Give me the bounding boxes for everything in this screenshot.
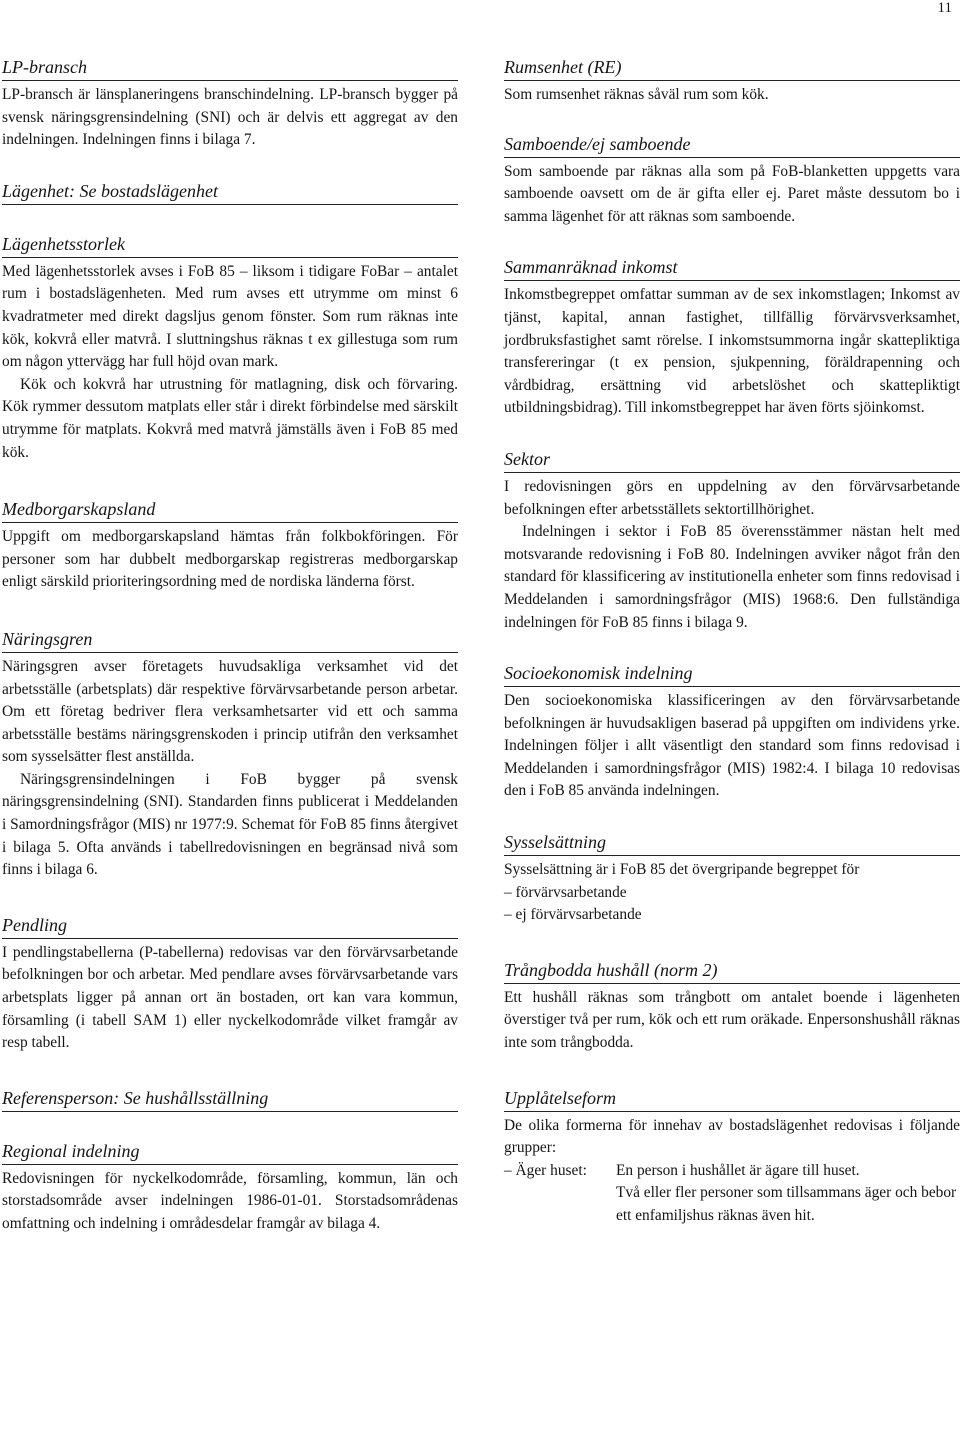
section-medborgarskapsland: [2, 498, 458, 594]
paragraph: Uppgift om medborgarskapsland hämtas från folkbokföringen. För personer som har dubbelt medborgarskap registreras medborgarskap enligt särskild prioriteringsordning med de nordiska länderna först.: [2, 528, 458, 591]
right-column: [504, 56, 960, 1228]
list-item: – ej förvärvsarbetande: [504, 906, 642, 924]
section-heading: Trångbodda hushåll (norm 2): [504, 959, 960, 984]
paragraph: I redovisningen görs en uppdelning av den förvärvsarbetande befolkningen efter arbetsställets sektortillhörighet.: [504, 477, 960, 518]
paragraph: Ett hushåll räknas som trångbott om antalet boende i lägenheten överstiger två per rum, kök och ett rum oräkade. Enpersonshushåll räknas inte som trångbodda.: [504, 988, 960, 1052]
section-upplatelseform: [504, 1087, 960, 1228]
definition-list: [504, 1160, 960, 1228]
left-column: [2, 56, 458, 1236]
definition-line: Två eller fler personer som tillsammans äger och bebor ett enfamiljshus räknas även hit.: [616, 1184, 957, 1224]
section-pendling: [2, 914, 458, 1055]
paragraph: LP-bransch är länsplaneringens branschindelning. LP-bransch bygger på svensk näringsgrensindelning (SNI) och är delvis ett aggregat av den indelningen. Indelningen finns i bilaga 7.: [2, 86, 458, 149]
definition-text: [616, 1160, 960, 1228]
section-heading: Pendling: [2, 914, 458, 939]
bullet-list: [504, 882, 960, 927]
definition-term: – Äger huset:: [504, 1161, 587, 1179]
section-sektor: [504, 448, 960, 634]
section-heading: Sektor: [504, 448, 960, 473]
page-number: 11: [937, 0, 952, 16]
paragraph: Den socioekonomiska klassificeringen av den förvärvsarbetande befolkningen är huvudsakligen baserad på uppgiften om individens yrke. Indelningen följer i allt väsentligt den standard som finns redovisad i Meddelanden i samordningsfrågor (MIS) 1982:4. I bilaga 10 redovisas den i FoB 85 använda indelningen.: [504, 692, 960, 800]
section-rumsenhet: [504, 56, 960, 107]
paragraph: Redovisningen för nyckelkodområde, församling, kommun, län och storstadsområde avser indelningen 1986-01-01. Storstadsområdenas omfattning och indelning i områdesdelar framgår av bilaga 4.: [2, 1169, 458, 1232]
section-heading: Sammanräknad inkomst: [504, 256, 960, 281]
definition-line: En person i hushållet är ägare till huset.: [616, 1161, 860, 1179]
section-socioekonomisk: [504, 662, 960, 803]
paragraph: Som samboende par räknas alla som på FoB-blanketten uppgetts vara samboende oavsett om de är gifta eller ej. Paret måste dessutom bo i samma lägenhet för att räknas som samboende.: [504, 162, 960, 225]
paragraph: Med lägenhetsstorlek avses i FoB 85 – liksom i tidigare FoBar – antalet rum i bostadslägenheten. Med rum avses ett utrymme om minst 6 kvadratmeter med direkt dagsljus genom fönster. Som rum räknas inte kök, kokvrå eller matvrå. I sluttningshus räknas t ex gillestuga som rum om någon yttervägg har full höjd ovan mark.: [2, 262, 458, 371]
section-heading: Medborgarskapsland: [2, 498, 458, 523]
section-lagenhetsstorlek: [2, 233, 458, 464]
section-heading: Samboende/ej samboende: [504, 133, 960, 158]
paragraph: Kök och kokvrå har utrustning för matlagning, disk och förvaring. Kök rymmer dessutom matplats eller står i direkt förbindelse med särskilt utrymme för matplats. Kokvrå med matvrå jämställs även i FoB 85 med kök.: [2, 375, 458, 461]
paragraph: Näringsgren avser företagets huvudsakliga verksamhet vid det arbetsställe (arbetsplats) där respektive förvärvsarbetande person arbetar. Om ett företag bedriver flera verksamhetsarter vid ett och samma arbetsställe bestäms näringsgrenskoden i princip utifrån den verksamhet som sysselsätter flest anställda.: [2, 657, 458, 766]
section-heading: Lägenhetsstorlek: [2, 233, 458, 258]
section-heading: Sysselsättning: [504, 831, 960, 856]
section-sysselsattning: [504, 831, 960, 927]
section-regional: [2, 1140, 458, 1236]
paragraph: Indelningen i sektor i FoB 85 överensstämmer nästan helt med motsvarande redovisning i FoB 80. Indelningen avviker något från den standard för klassificering av institutionella enheter som finns redovisad i Meddelanden i samordningsfrågor (MIS) 1968:6. Den fullständiga indelningen för FoB 85 finns i bilaga 9.: [504, 523, 960, 631]
section-heading: LP-bransch: [2, 56, 458, 81]
section-heading: Regional indelning: [2, 1140, 458, 1165]
section-heading: Rumsenhet (RE): [504, 56, 960, 81]
paragraph: Som rumsenhet räknas såväl rum som kök.: [504, 86, 769, 103]
paragraph: Inkomstbegreppet omfattar summan av de sex inkomstlagen; Inkomst av tjänst, kapital, annan fastighet, tillfällig förvärvsverksamhet, jordbruksfastighet samt rörelse. I inkomstsummorna ingår skattepliktiga transfereringar (t ex pension, sjukpenning, föräldrapenning och vårdbidrag, ersättning vid arbetslöshet och skattepliktigt utbildningsbidrag). Till inkomstbegreppet har även förts sjöinkomst.: [504, 286, 960, 417]
paragraph: I pendlingstabellerna (P-tabellerna) redovisas var den förvärvsarbetande befolkningen bor och arbetar. Med pendlare avses förvärvsarbetande vars arbetsplats ligger på annan ort än bostaden, ort kan vara kommun, församling (i tabell SAM 1) eller nyckelkodområde vilket framgår av resp tabell.: [2, 943, 458, 1052]
list-item: – förvärvsarbetande: [504, 883, 627, 901]
section-heading: Referensperson: Se hushållsställning: [2, 1087, 458, 1112]
paragraph: Näringsgrensindelningen i FoB bygger på svensk näringsgrensindelning (SNI). Standarden finns publicerat i Meddelanden i Samordningsfrågor (MIS) nr 1977:9. Schemat för FoB 85 finns återgivet i bilaga 5. Ofta används i tabellredovisningen en begränsad nivå som finns i bilaga 6.: [2, 770, 458, 879]
section-lp: [2, 56, 458, 152]
section-heading: Socioekonomisk indelning: [504, 662, 960, 687]
section-heading: Näringsgren: [2, 628, 458, 653]
section-heading: Lägenhet: Se bostadslägenhet: [2, 180, 458, 205]
section-sammanraknad: [504, 256, 960, 420]
section-samboende: [504, 133, 960, 229]
definition-row: [504, 1160, 960, 1228]
section-trangbodda: [504, 959, 960, 1055]
section-heading: Upplåtelseform: [504, 1087, 960, 1112]
section-referensperson: [2, 1087, 458, 1112]
paragraph: Sysselsättning är i FoB 85 det övergripande begreppet för: [504, 861, 860, 879]
section-lagenhet: [2, 180, 458, 205]
paragraph: De olika formerna för innehav av bostadslägenhet redovisas i följande grupper:: [504, 1116, 960, 1157]
section-naringsgren: [2, 628, 458, 882]
